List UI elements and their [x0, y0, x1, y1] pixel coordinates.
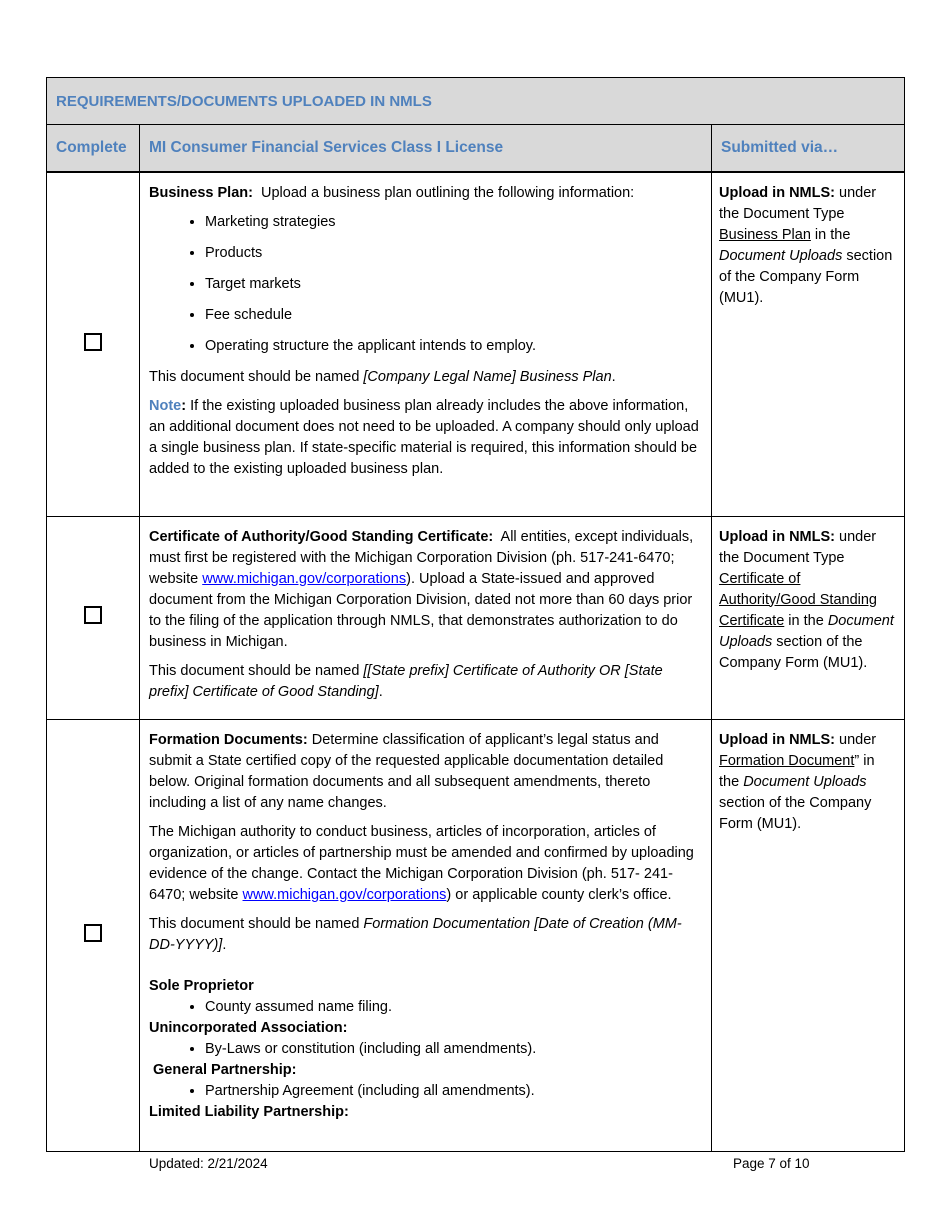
table-row — [47, 172, 905, 516]
list-item: • Target markets — [205, 274, 702, 295]
formation-description: Formation Documents: Determine classification of applicant’s legal status and submit a State certified copy of the requested applicable documentation detailed below. Original formation documents and all subsequent amendments, thereto including a list of any name changes. — [149, 731, 664, 811]
formation-naming: This document should be named Formation Documentation [Date of Creation (MM-DD-YYYY)]. — [149, 915, 682, 953]
certificate-via: Upload in NMLS: under the Document Type Certificate of Authority/Good Standing Certificate in the Document Uploads section of the Company Form (MU1). — [719, 528, 894, 671]
requirement-cell — [140, 719, 712, 1151]
header-submitted: Submitted via… — [712, 125, 905, 173]
complete-cell — [47, 719, 140, 1151]
corporations-link[interactable]: www.michigan.gov/corporations — [242, 886, 447, 903]
footer-page-number: Page 7 of 10 — [733, 1156, 810, 1171]
list-item: • Fee schedule — [205, 305, 702, 326]
list-item: • Marketing strategies — [205, 212, 702, 233]
certificate-checkbox[interactable] — [84, 606, 102, 624]
requirement-cell — [140, 516, 712, 719]
certificate-description: Certificate of Authority/Good Standing Certificate: All entities, except individuals, must first be registered with the Michigan Corporation Division (ph. 517-241-6470; website www.michigan.gov/corporations). Upload a State-issued and approved document from the Michigan Corporation Division, dated not more than 60 days prior to the filing of the application through NMLS, that demonstrates authorization to do business in Michigan. — [149, 528, 698, 650]
business-plan-via: Upload in NMLS: under the Document Type Business Plan in the Document Uploads section of the Company Form (MU1). — [719, 185, 893, 306]
table-row — [47, 719, 905, 1151]
formation-authority: The Michigan authority to conduct business, articles of incorporation, articles of organization, or articles of partnership must be amended and confirmed by uploading evidence of the change. Contact the Michigan Corporation Division (ph. 517- 241-6470; website www.michigan.gov/corporations) or applicable county clerk’s office. — [149, 823, 694, 903]
list-item: • County assumed name filing. — [205, 997, 702, 1018]
header-row — [47, 125, 905, 173]
general-partnership-list — [149, 1081, 702, 1102]
corporations-link[interactable]: www.michigan.gov/corporations — [202, 570, 407, 587]
table-row — [47, 516, 905, 719]
submitted-cell — [712, 516, 905, 719]
business-plan-naming: This document should be named [Company Legal Name] Business Plan. — [149, 369, 616, 385]
header-complete: Complete — [47, 125, 140, 173]
business-plan-note: Note: If the existing uploaded business plan already includes the above information, an additional document does not need to be uploaded. A company should only upload a single business plan. If state-specific material is required, this information should be added to the existing uploaded business plan. — [149, 398, 699, 477]
complete-cell — [47, 516, 140, 719]
list-item: • Operating structure the applicant intends to employ. — [205, 336, 702, 357]
general-partnership-heading: General Partnership: — [149, 1061, 297, 1078]
submitted-cell — [712, 172, 905, 516]
list-item: • By-Laws or constitution (including all amendments). — [205, 1039, 702, 1060]
submitted-cell — [712, 719, 905, 1151]
footer-updated: Updated: 2/21/2024 — [149, 1156, 268, 1171]
requirements-table — [46, 77, 905, 1152]
requirement-cell — [140, 172, 712, 516]
formation-checkbox[interactable] — [84, 924, 102, 942]
unincorporated-list — [149, 1039, 702, 1060]
sole-proprietor-heading: Sole Proprietor — [149, 977, 254, 994]
header-license: MI Consumer Financial Services Class I License — [140, 125, 712, 173]
formation-via: Upload in NMLS: under Formation Document” in the Document Uploads section of the Company Form (MU1). — [719, 731, 877, 832]
llp-heading: Limited Liability Partnership: — [149, 1103, 349, 1120]
certificate-naming: This document should be named [[State prefix] Certificate of Authority OR [State prefix] Certificate of Good Standing]. — [149, 662, 663, 700]
business-plan-checkbox[interactable] — [84, 333, 102, 351]
business-plan-list — [149, 212, 702, 357]
unincorporated-heading: Unincorporated Association: — [149, 1019, 348, 1036]
complete-cell — [47, 172, 140, 516]
list-item: • Partnership Agreement (including all amendments). — [205, 1081, 702, 1102]
table-title: REQUIREMENTS/DOCUMENTS UPLOADED IN NMLS — [56, 92, 432, 110]
list-item: • Products — [205, 243, 702, 264]
sole-proprietor-list — [149, 997, 702, 1018]
table-title-cell — [47, 78, 905, 125]
business-plan-intro: Business Plan: Upload a business plan outlining the following information: — [149, 185, 635, 201]
